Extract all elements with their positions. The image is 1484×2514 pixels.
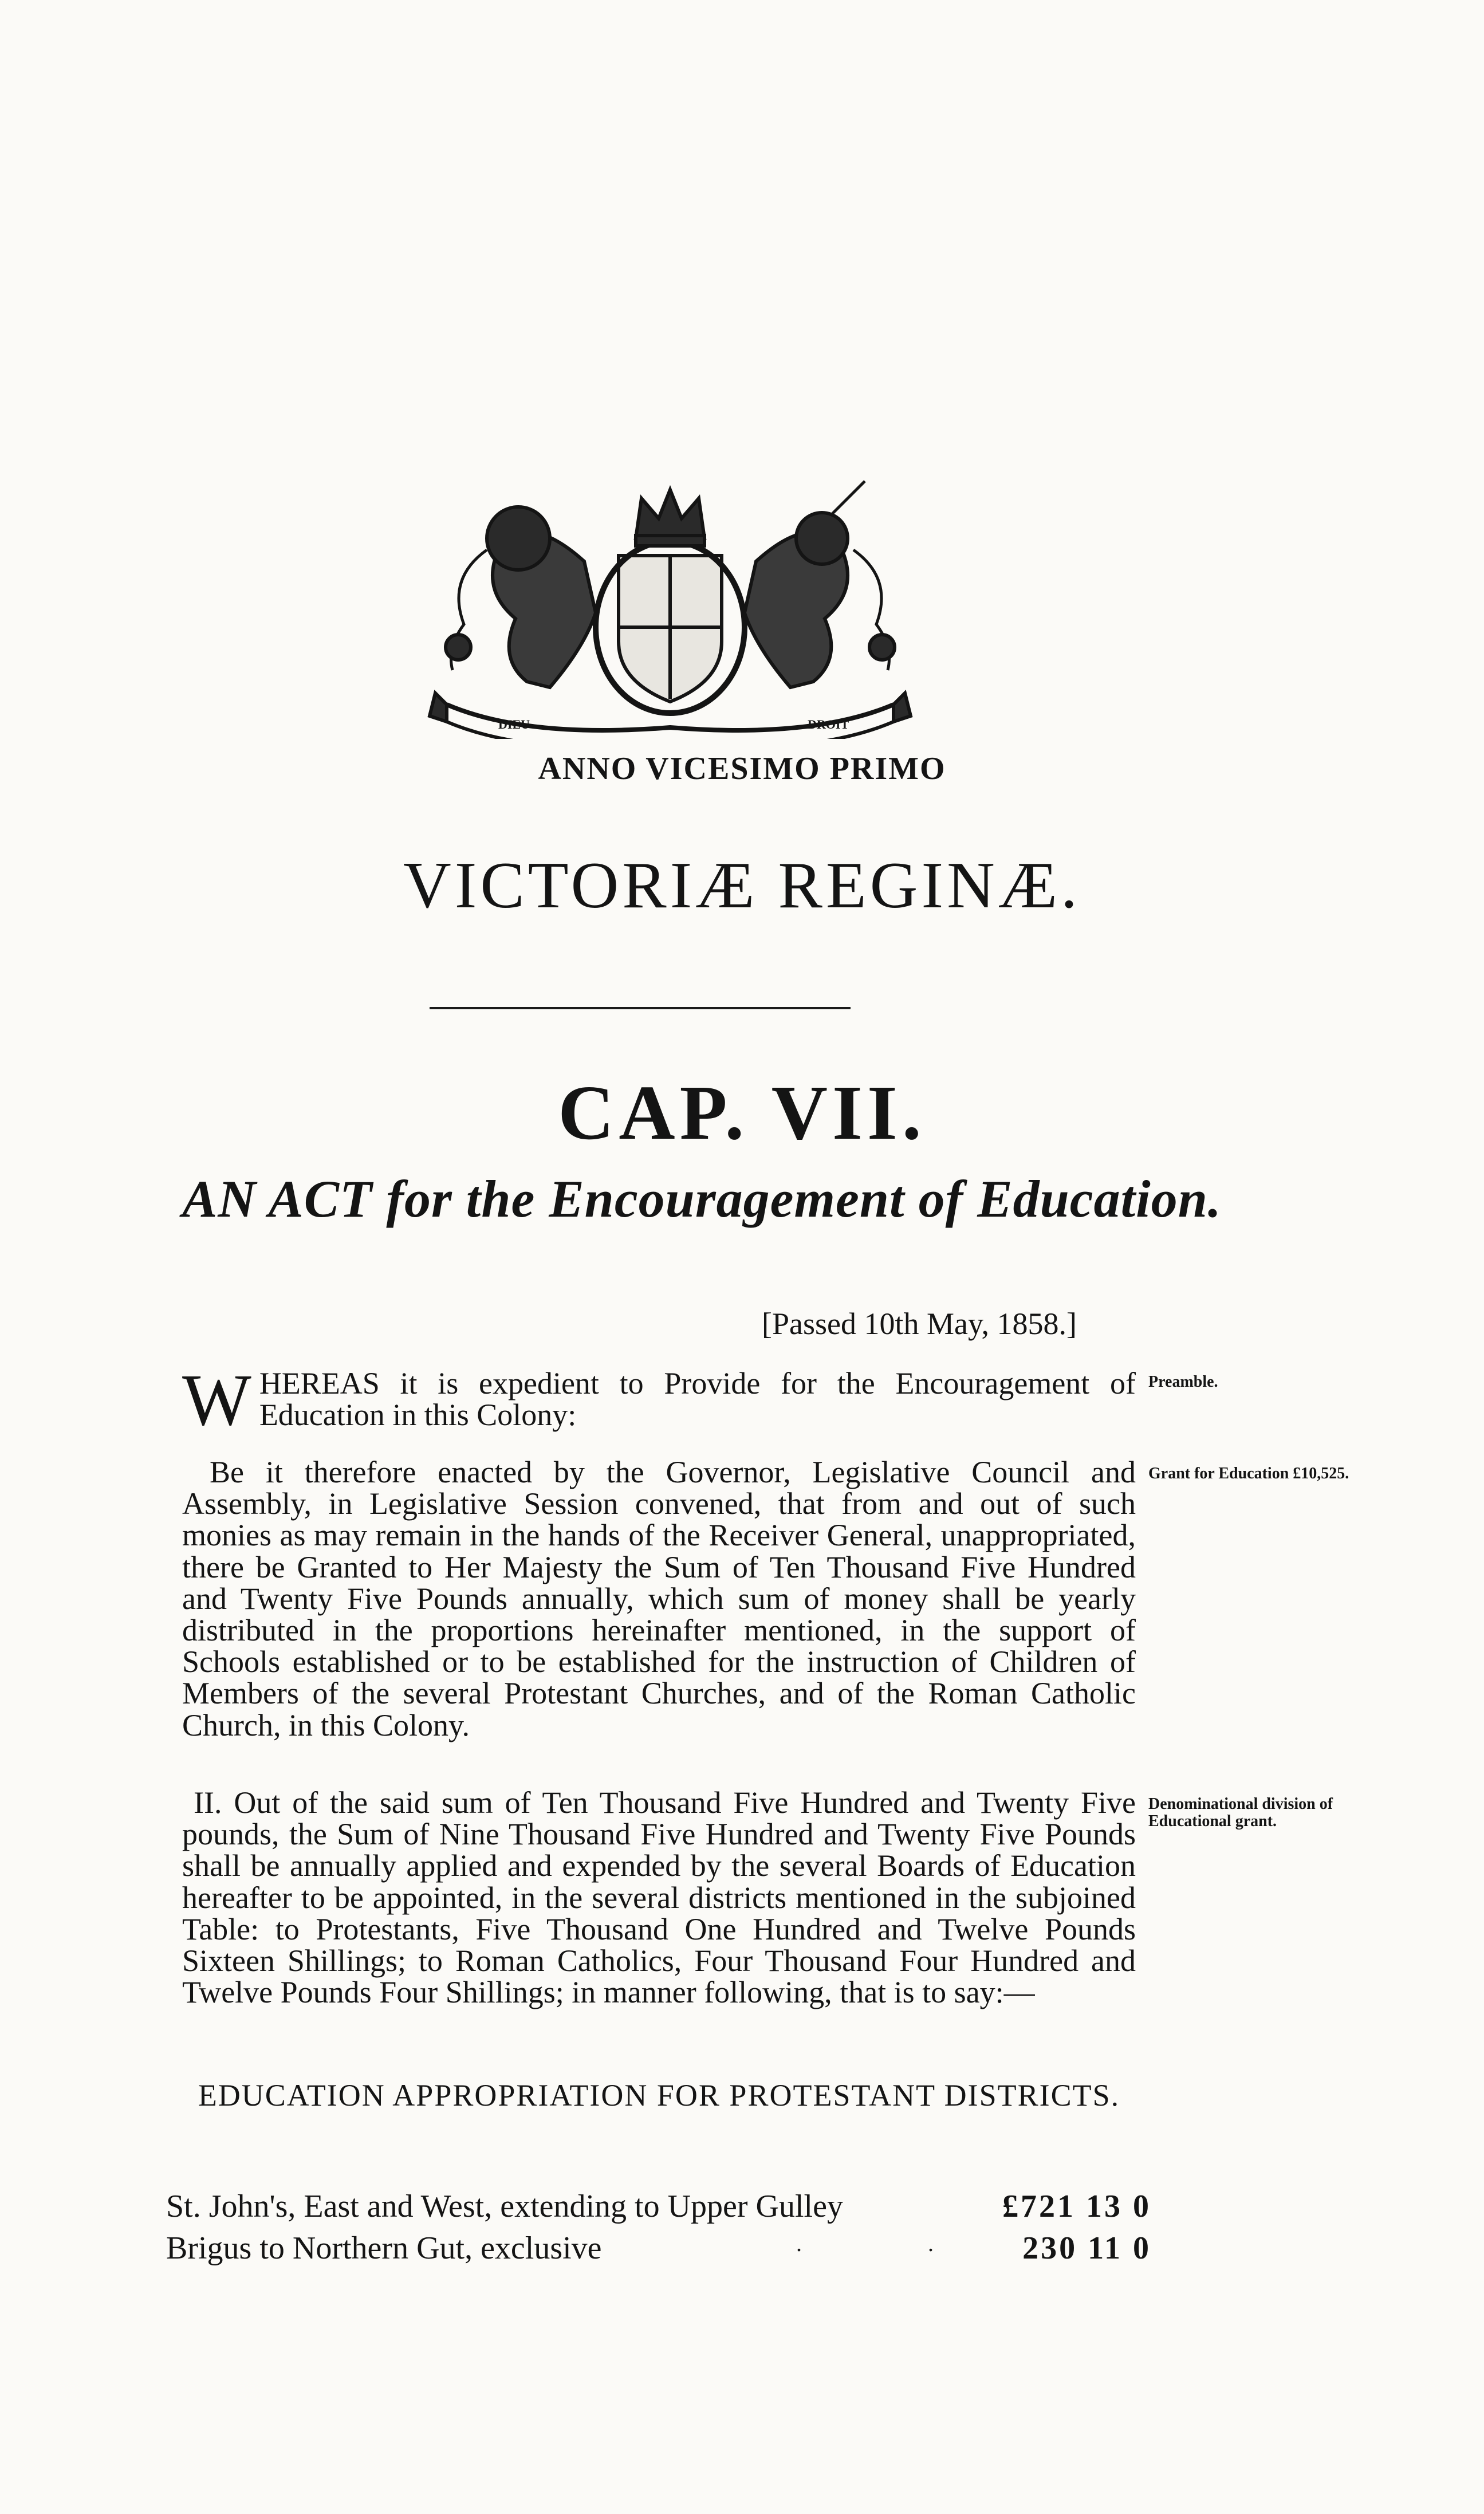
section-2-paragraph: II. Out of the said sum of Ten Thousand Five Hundred and Twenty Five pounds, the Sum of Nine Thousand Five Hundred and Twenty Five Pounds shall be annually applied and expended by the several Boards of Education hereafter to be appointed, in the several districts mentioned in the subjoined Table: to Protestants, Five Thousand One Hundred and Twelve Pounds Sixteen Shillings; to Roman Catholics, Four Thousand Four Hundred and Twelve Pounds Four Shillings; in manner following, that is to say:—: [182, 1785, 1136, 2010]
dot-leader: .: [796, 2230, 802, 2256]
district-amount: 230 11 0: [1022, 2230, 1151, 2266]
regnal-year-heading: ANNO VICESIMO PRIMO: [538, 751, 946, 786]
table-heading: EDUCATION APPROPRIATION FOR PROTESTANT DISTRICTS.: [198, 2078, 1120, 2112]
dot-leader: .: [928, 2230, 934, 2256]
district-name: St. John's, East and West, extending to Upper Gulley: [166, 2189, 843, 2224]
preamble-text: HEREAS it is expedient to Provide for the Encouragement of Education in this Colony:: [259, 1366, 1136, 1433]
section-1-paragraph: Be it therefore enacted by the Governor, Legislative Council and Assembly, in Legislative Session convened, that from and out of such monies as may remain in the hands of the Receiver General, unappropriated, there be Granted to Her Majesty the Sum of Ten Thousand Five Hundred and Twenty Five Pounds annually, which sum of money shall be yearly distributed in the proportions hereinafter mentioned, in the support of Schools established or to be established for the instruction of Children of Members of the several Protestant Churches, and of the Roman Catholic Church, in this Colony.: [182, 1455, 1136, 1742]
royal-coat-of-arms: [412, 475, 928, 739]
margin-note-division: Denominational division of Educational grant.: [1148, 1795, 1333, 1830]
preamble-paragraph: [182, 1359, 1136, 1441]
arms-motto-right: DROIT: [808, 717, 849, 731]
reign-heading: VICTORIÆ REGINÆ.: [403, 849, 1081, 922]
divider-rule: [430, 1007, 851, 1009]
chapter-heading: CAP. VII.: [558, 1070, 926, 1156]
passed-date: [Passed 10th May, 1858.]: [762, 1307, 1077, 1341]
drop-cap: W: [182, 1359, 251, 1441]
margin-note-grant: Grant for Education £10,525.: [1148, 1465, 1349, 1482]
district-amount: £721 13 0: [1002, 2189, 1151, 2224]
margin-note-preamble: Preamble.: [1148, 1373, 1218, 1391]
act-title: AN ACT for the Encouragement of Education.: [182, 1170, 1222, 1228]
district-name: Brigus to Northern Gut, exclusive: [166, 2230, 602, 2266]
arms-motto-left: DIEU: [498, 717, 530, 731]
